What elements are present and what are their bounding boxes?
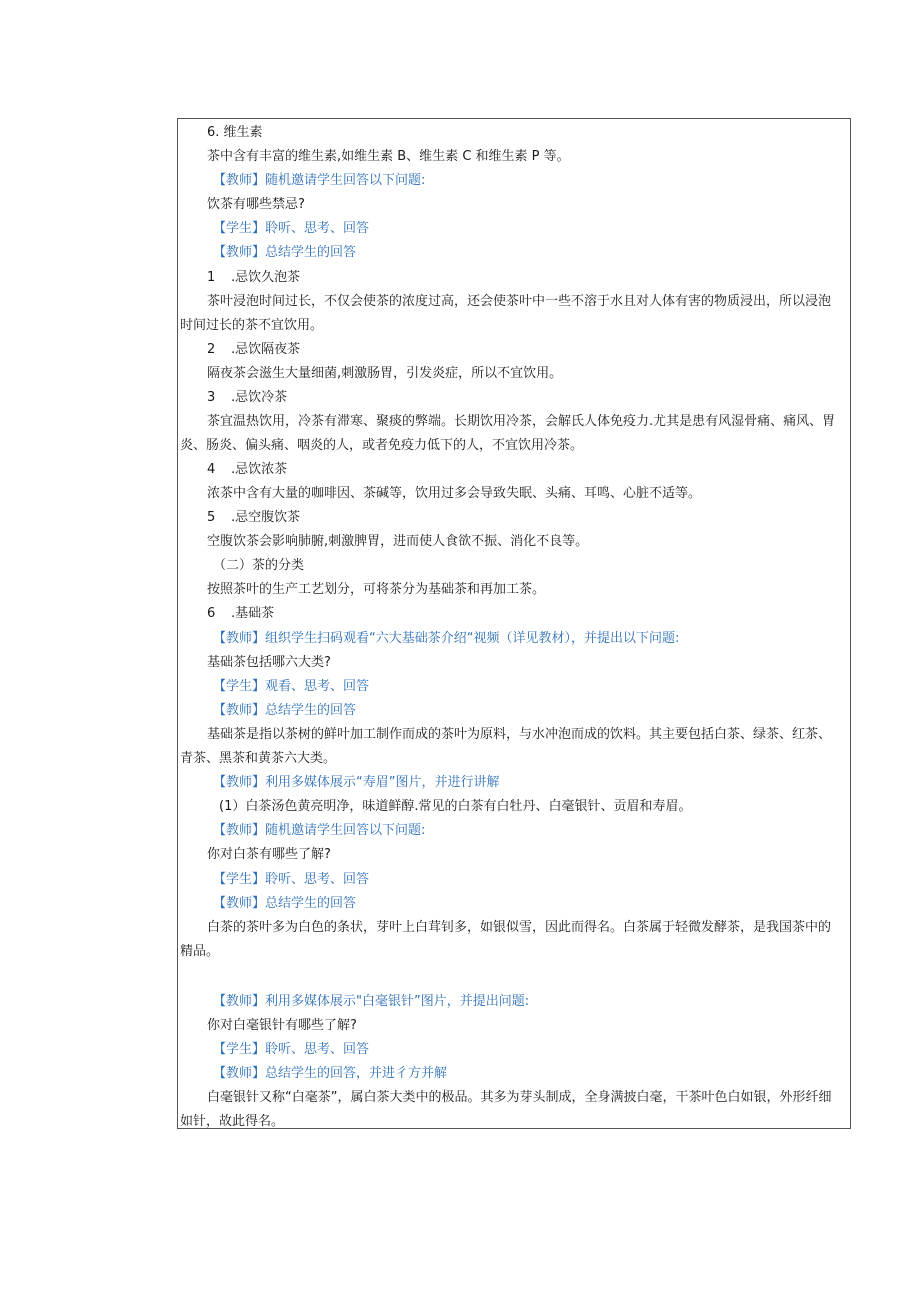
list-text: .忌饮久泡茶 [231, 270, 301, 285]
paragraph: 按照茶叶的生产工艺划分，可将茶分为基础茶和再加工茶。 [207, 582, 546, 597]
list-item [207, 606, 274, 622]
paragraph: 隔夜茶会滋生大量细菌,刺激肠胃，引发炎症，所以不宜饮用。 [207, 366, 563, 381]
paragraph-continuation: 时间过长的茶不宜饮用。 [180, 318, 324, 333]
paragraph: 浓茶中含有大量的咖啡因、茶碱等，饮用过多会导致失眠、头痛、耳鸣、心脏不适等。 [207, 486, 702, 501]
question: 饮茶有哪些禁忌? [207, 197, 305, 212]
list-text: .忌饮冷茶 [231, 390, 288, 405]
list-number: 3 [207, 390, 216, 405]
list-number: 5 [207, 510, 216, 525]
paragraph-continuation: 精品。 [180, 944, 220, 959]
paragraph: 茶中含有丰富的维生素,如维生素 B、维生素 C 和维生素 P 等。 [207, 149, 570, 164]
teacher-line: 【教师】总结学生的回答，并进彳方并解 [213, 1066, 448, 1081]
list-number: 2 [207, 342, 216, 357]
list-item [207, 270, 300, 286]
section-heading: （二）茶的分类 [213, 558, 305, 573]
list-number: 6 [207, 606, 216, 621]
teacher-line: 【教师】总结学生的回答 [213, 703, 357, 718]
paragraph-continuation: 如针，故此得名。 [180, 1114, 285, 1129]
teacher-line: 【教师】利用多媒体展示“寿眉”图片，并进行讲解 [213, 775, 500, 790]
list-item [207, 390, 287, 406]
paragraph: 白茶的茶叶多为白色的条状，芽叶上白茸钊多，如银似雪，因此而得名。白茶属于轻微发酵茶，是我国茶中的 [207, 920, 832, 935]
paragraph-continuation: 青茶、黑茶和黄茶六大类。 [180, 751, 337, 766]
heading-vitamins: 6. 维生素 [207, 125, 263, 140]
list-number: 4 [207, 462, 216, 477]
student-line: 【学生】聆听、思考、回答 [213, 1042, 370, 1057]
teacher-line: 【教师】总结学生的回答 [213, 896, 357, 911]
student-line: 【学生】聆听、思考、回答 [213, 221, 370, 236]
teacher-line: 【教师】随机邀请学生回答以下问题: [213, 823, 426, 838]
paragraph: 茶宜温热饮用，冷茶有滞寒、聚痰的弊端。长期饮用冷茶，会解氏人体免疫力.尤其是患有风湿骨痛、痛风、胃 [207, 414, 836, 429]
list-item [207, 462, 287, 478]
teacher-line: 【教师】随机邀请学生回答以下问题: [213, 173, 426, 188]
paragraph: 空腹饮茶会影响肺腑,刺激脾胃，进而使人食欲不振、消化不良等。 [207, 534, 589, 549]
question: 你对白茶有哪些了解? [207, 847, 331, 862]
teacher-line: 【教师】总结学生的回答 [213, 245, 357, 260]
question: 基础茶包括哪六大类? [207, 655, 331, 670]
student-line: 【学生】观看、思考、回答 [213, 679, 370, 694]
paragraph: 白毫银针又称“白毫茶”，属白茶大类中的极品。其多为芽头制成，全身满披白毫，干茶叶色白如银，外形纤细 [207, 1090, 832, 1105]
teacher-line: 【教师】利用多媒体展示"白毫银针”图片，并提出问题: [213, 994, 530, 1009]
student-line: 【学生】聆听、思考、回答 [213, 872, 370, 887]
paragraph-continuation: 炎、肠炎、偏头痛、咽炎的人，或者免疫力低下的人，不宜饮用冷茶。 [180, 438, 584, 453]
list-number: 1 [207, 270, 216, 285]
paragraph: 基础茶是指以茶树的鲜叶加工制作而成的茶叶为原料，与水冲泡而成的饮料。其主要包括白茶、绿茶、红茶、 [207, 727, 832, 742]
list-text: .忌空腹饮茶 [231, 510, 301, 525]
paragraph: 茶叶浸泡时间过长，不仅会使茶的浓度过高，还会使茶叶中一些不溶于水且对人体有害的物质浸出，所以浸泡 [207, 294, 832, 309]
paragraph: (1）白茶汤色黄亮明净，味道鲜醇.常见的白茶有白牡丹、白毫银针、贡眉和寿眉。 [219, 799, 692, 814]
teacher-line: 【教师】组织学生扫码观看“六大基础茶介绍“视频（详见教材），并提出以下问题: [213, 631, 680, 646]
list-item [207, 342, 300, 358]
list-text: .忌饮浓茶 [231, 462, 288, 477]
list-text: .基础茶 [231, 606, 275, 621]
list-item [207, 510, 300, 526]
list-text: .忌饮隔夜茶 [231, 342, 301, 357]
question: 你对白毫银针有哪些了解? [207, 1018, 357, 1033]
